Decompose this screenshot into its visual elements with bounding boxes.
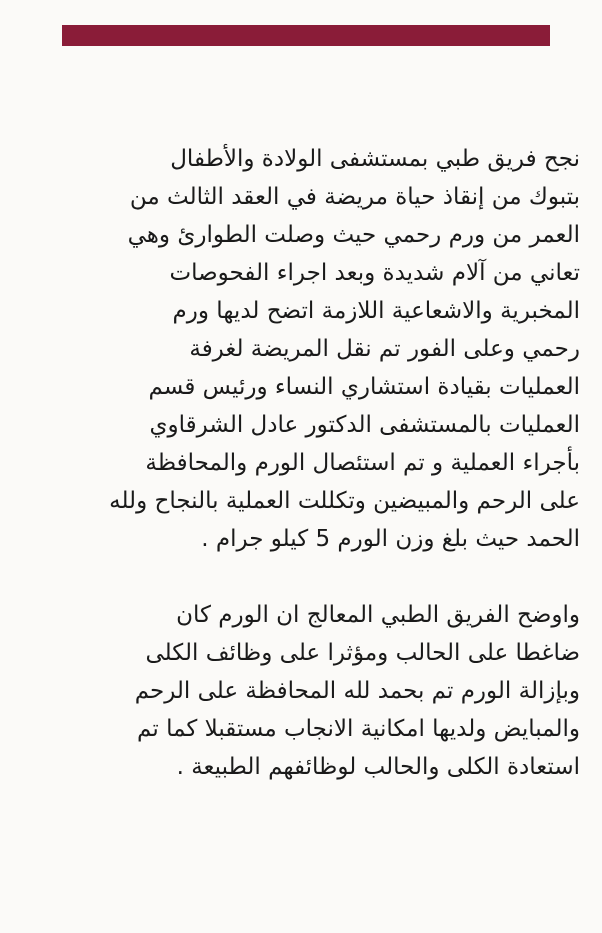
text-line: والمبايض ولديها امكانية الانجاب مستقبلا كما تم — [137, 716, 580, 742]
text-line: بتبوك من إنقاذ حياة مريضة في العقد الثالث من — [129, 184, 580, 210]
text-line: واوضح الفريق الطبي المعالج ان الورم كان — [176, 602, 580, 628]
article-paragraph-1 — [28, 140, 580, 558]
text-line: وبإزالة الورم تم بحمد لله المحافظة على الرحم — [134, 678, 580, 704]
text-line: تعاني من آلام شديدة وبعد اجراء الفحوصات — [169, 260, 580, 286]
accent-header-bar — [62, 25, 550, 46]
text-line: نجح فريق طبي بمستشفى الولادة والأطفال — [170, 146, 580, 172]
text-line: استعادة الكلى والحالب لوظائفهم الطبيعة . — [176, 754, 580, 780]
text-line: العمر من ورم رحمي حيث وصلت الطوارئ وهي — [127, 222, 580, 248]
text-line: رحمي وعلى الفور تم نقل المريضة لغرفة — [189, 336, 580, 362]
text-line: ضاغطا على الحالب ومؤثرا على وظائف الكلى — [145, 640, 580, 666]
text-line: العمليات بقيادة استشاري النساء ورئيس قسم — [148, 374, 580, 400]
text-line: على الرحم والمبيضين وتكللت العملية بالنجاح ولله — [109, 488, 580, 514]
text-line: المخبرية والاشعاعية اللازمة اتضح لديها ورم — [172, 298, 580, 324]
text-line: العمليات بالمستشفى الدكتور عادل الشرقاوي — [149, 412, 580, 438]
article-body — [28, 140, 580, 786]
article-paragraph-2 — [28, 596, 580, 786]
text-line: بأجراء العملية و تم استئصال الورم والمحافظة — [145, 450, 580, 476]
text-line: الحمد حيث بلغ وزن الورم 5 كيلو جرام . — [201, 526, 580, 552]
